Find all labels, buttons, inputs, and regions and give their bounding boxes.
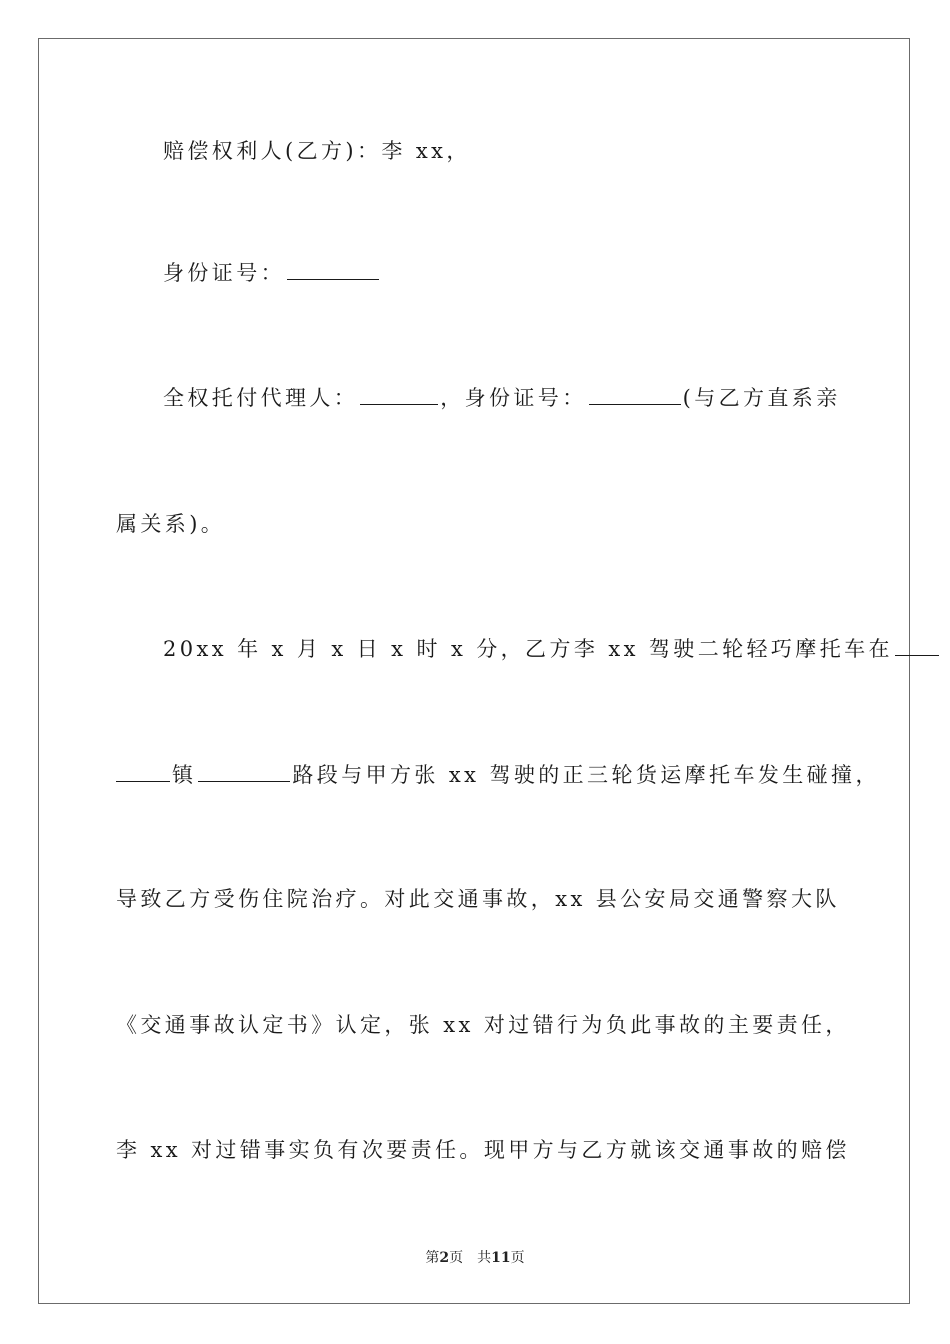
location-blank-start bbox=[895, 635, 939, 656]
page-suffix: 页 bbox=[449, 1250, 464, 1266]
agent-label: 全权托付代理人： bbox=[163, 386, 359, 410]
text-line-accident-time bbox=[163, 634, 941, 664]
text-line-agent bbox=[163, 383, 841, 413]
total-suffix: 页 bbox=[510, 1250, 525, 1266]
relation-end-text: 属关系)。 bbox=[116, 512, 226, 536]
road-blank bbox=[198, 761, 290, 782]
agent-id-label: ，身份证号： bbox=[440, 386, 587, 410]
text-line-relation-end bbox=[116, 509, 225, 539]
town-label: 镇 bbox=[172, 763, 197, 787]
total-prefix: 共 bbox=[477, 1250, 492, 1266]
agent-relation-text: (与乙方直系亲 bbox=[682, 386, 841, 410]
total-pages: 11 bbox=[491, 1250, 511, 1266]
text-line-determination bbox=[116, 1010, 850, 1040]
responsibility-text: 李 xx 对过错事实负有次要责任。现甲方与乙方就该交通事故的赔偿 bbox=[116, 1138, 850, 1162]
id-number-label: 身份证号： bbox=[163, 261, 285, 285]
collision-text: 路段与甲方张 xx 驾驶的正三轮货运摩托车发生碰撞， bbox=[292, 763, 880, 787]
agent-name-blank bbox=[360, 384, 438, 405]
injury-text: 导致乙方受伤住院治疗。对此交通事故，xx 县公安局交通警察大队 bbox=[116, 887, 840, 911]
page-footer bbox=[0, 1247, 950, 1267]
town-blank bbox=[116, 761, 170, 782]
accident-time-text: 20xx 年 x 月 x 日 x 时 x 分，乙方李 xx 驾驶二轮轻巧摩托车在 bbox=[163, 637, 893, 661]
text-line-injury bbox=[116, 884, 840, 914]
text-line-id-number bbox=[163, 258, 381, 288]
page-prefix: 第 bbox=[425, 1250, 440, 1266]
text-line-responsibility bbox=[116, 1135, 850, 1165]
determination-text: 《交通事故认定书》认定，张 xx 对过错行为负此事故的主要责任， bbox=[116, 1013, 850, 1037]
page-frame bbox=[38, 38, 910, 1304]
id-number-blank bbox=[287, 259, 379, 280]
agent-id-blank bbox=[589, 384, 681, 405]
text-line-claimant bbox=[163, 136, 471, 166]
claimant-text: 赔偿权利人(乙方)：李 xx， bbox=[163, 139, 471, 163]
text-line-accident-location bbox=[116, 760, 880, 790]
page-number: 2 bbox=[439, 1250, 450, 1266]
